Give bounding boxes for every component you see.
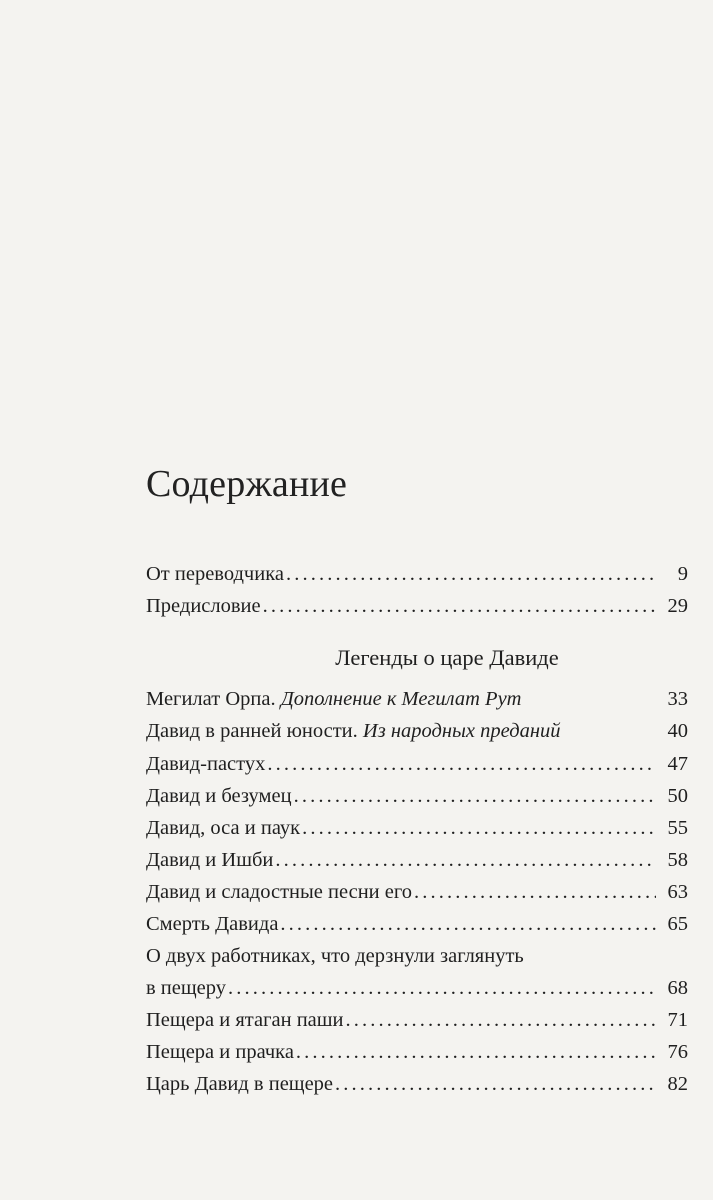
toc-entry-page: 55 <box>667 817 688 839</box>
leader-dots <box>414 881 656 904</box>
toc-entry-title: Давид-пастух <box>146 753 266 775</box>
toc-entry-subtitle: Из народных преданий <box>362 720 561 742</box>
toc-entry-title: Давид в ранней юности. Из народных преданий <box>146 720 561 742</box>
toc-entry <box>146 945 688 977</box>
toc-entry-page: 65 <box>667 913 688 935</box>
toc-entry-title: О двух работниках, что дерзнули заглянуть <box>146 945 524 967</box>
toc-entry <box>146 817 688 849</box>
toc-entry-page: 33 <box>667 688 688 710</box>
toc-entry <box>146 1009 688 1041</box>
toc-entry-page: 63 <box>667 881 688 903</box>
toc-entry-page: 68 <box>667 977 688 999</box>
toc-entry-page: 29 <box>667 595 688 617</box>
leader-dots <box>296 1041 656 1064</box>
toc-entry <box>146 1073 688 1105</box>
toc-entry-subtitle: Дополнение к Мегилат Рут <box>280 688 522 710</box>
toc-entry-title: Царь Давид в пещере <box>146 1073 334 1095</box>
toc-entry-page: 82 <box>667 1073 688 1095</box>
leader-dots <box>335 1073 656 1096</box>
toc-entry-title: Давид и безумец <box>146 785 292 807</box>
leader-dots <box>267 753 656 776</box>
leader-dots <box>275 849 656 872</box>
toc-entry-page: 58 <box>667 849 688 871</box>
leader-dots <box>294 785 656 808</box>
leader-dots <box>228 977 656 1000</box>
toc-entry-title: Мегилат Орпа. Дополнение к Мегилат Рут <box>146 688 522 710</box>
toc-entry-title: Смерть Давида <box>146 913 279 935</box>
toc-entry-page: 76 <box>667 1041 688 1063</box>
leader-dots <box>286 563 656 586</box>
toc-entry <box>146 977 688 1009</box>
toc-entry-title: Предисловие <box>146 595 261 617</box>
page-title: Содержание <box>146 463 348 505</box>
leader-dots <box>346 1009 656 1032</box>
leader-dots <box>263 595 656 618</box>
leader-dots <box>302 817 656 840</box>
section-heading: Легенды о царе Давиде <box>335 645 559 670</box>
toc-entry-title: Давид и Ишби <box>146 849 274 871</box>
toc-entry <box>146 720 688 752</box>
toc-entry <box>146 881 688 913</box>
toc-entry <box>146 595 688 627</box>
toc-entry-title: От переводчика <box>146 563 284 585</box>
toc-entry-title: Давид, оса и паук <box>146 817 301 839</box>
toc-entry-title: Давид и сладостные песни его <box>146 881 413 903</box>
leader-dots <box>280 913 656 936</box>
toc-entry-page: 9 <box>677 563 688 585</box>
toc-entry <box>146 1041 688 1073</box>
toc-entry <box>146 753 688 785</box>
toc-entry-page: 71 <box>667 1009 688 1031</box>
toc-entry <box>146 688 688 720</box>
toc-entry <box>146 913 688 945</box>
toc-entry <box>146 563 688 595</box>
toc-entry-title: Пещера и ятаган паши <box>146 1009 344 1031</box>
toc-entry-page: 50 <box>667 785 688 807</box>
toc-entry-page: 40 <box>667 720 688 742</box>
toc-entry-title: Пещера и прачка <box>146 1041 294 1063</box>
toc-entry-title: в пещеру <box>146 977 226 999</box>
toc-entry-page: 47 <box>667 753 688 775</box>
toc-entry <box>146 849 688 881</box>
toc-entry <box>146 785 688 817</box>
